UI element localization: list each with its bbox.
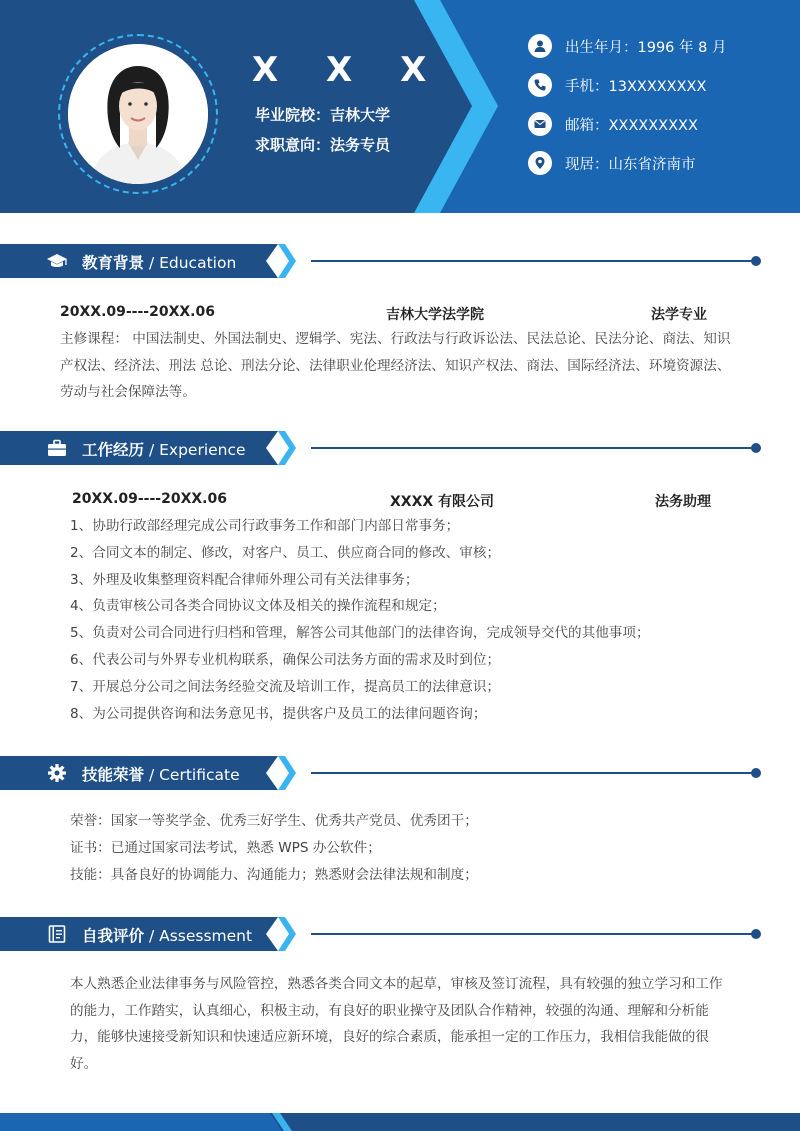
contact-phone-text: 手机：13XXXXXXXX xyxy=(565,78,707,95)
section-divider-line xyxy=(311,933,753,935)
section-divider-line xyxy=(311,260,753,262)
experience-company: XXXX 有限公司 xyxy=(390,494,495,510)
location-pin-icon xyxy=(528,151,552,175)
graduated-school: 毕业院校：吉林大学 xyxy=(255,106,391,124)
section-header-skills xyxy=(0,756,800,790)
education-summary-row xyxy=(0,304,800,324)
list-item: 7、开展总分公司之间法务经验交流及培训工作，提高员工的法律意识； xyxy=(70,678,501,695)
gear-icon xyxy=(46,763,68,783)
list-item: 6、代表公司与外界专业机构联系，确保公司法务方面的需求及时到位； xyxy=(70,651,501,668)
contact-location xyxy=(528,150,696,176)
skills-certificate: 证书：已通过国家司法考试，熟悉 WPS 办公软件； xyxy=(70,839,381,856)
list-item: 3、外理及收集整理资料配合律师外理公司有关法律事务； xyxy=(70,571,419,588)
experience-position: 法务助理 xyxy=(655,494,711,510)
education-school: 吉林大学法学院 xyxy=(386,307,484,323)
contact-email xyxy=(528,111,698,137)
section-header-education xyxy=(0,244,800,278)
contact-birth-text: 出生年月：1996 年 8 月 xyxy=(565,39,727,56)
section-divider-dot xyxy=(751,768,761,778)
section-subtitle-skills: / Certificate xyxy=(148,766,240,784)
section-subtitle-assessment: / Assessment xyxy=(148,927,253,945)
skills-list xyxy=(70,808,478,888)
notebook-icon xyxy=(46,924,68,944)
contact-phone xyxy=(528,72,706,98)
section-title-assessment: 自我评价 xyxy=(82,927,145,945)
list-item: 5、负责对公司合同进行归档和管理，解答公司其他部门的法律咨询，完成领导交代的其他事项； xyxy=(70,625,650,642)
job-intention: 求职意向：法务专员 xyxy=(255,136,391,154)
list-item: 2、合同文本的制定、修改，对客户、员工、供应商合同的修改、审核； xyxy=(70,544,501,561)
section-title-education: 教育背景 xyxy=(82,254,145,272)
experience-duty-list xyxy=(70,513,650,727)
candidate-name: X X X xyxy=(252,50,445,90)
section-divider-line xyxy=(311,447,753,449)
education-courses: 主修课程： 中国法制史、外国法制史、逻辑学、宪法、行政法与行政诉讼法、民法总论、民法分论、商法、知识产权法、经济法、刑法 总论、刑法分论、法律职业伦理经济法、知识产权法、商法、国际经济法、环境资源法、劳动与社会保障法等。 xyxy=(60,331,731,400)
phone-icon xyxy=(528,73,552,97)
education-major: 法学专业 xyxy=(651,307,707,323)
experience-period: 20XX.09----20XX.06 xyxy=(72,491,227,507)
list-item: 4、负责审核公司各类合同协议文体及相关的操作流程和规定； xyxy=(70,598,446,615)
contact-email-text: 邮箱：XXXXXXXXX xyxy=(565,117,698,134)
section-subtitle-experience: / Experience xyxy=(148,441,246,459)
section-divider-dot xyxy=(751,443,761,453)
education-period: 20XX.09----20XX.06 xyxy=(60,304,215,320)
resume-header xyxy=(0,0,800,213)
section-subtitle-education: / Education xyxy=(148,254,237,272)
section-divider-line xyxy=(311,772,753,774)
section-header-assessment xyxy=(0,917,800,951)
section-title-experience: 工作经历 xyxy=(82,441,145,459)
list-item: 8、为公司提供咨询和法务意见书，提供客户及员工的法律问题咨询； xyxy=(70,705,487,722)
footer-bar xyxy=(0,1113,800,1131)
person-icon xyxy=(528,34,552,58)
skills-ability: 技能：具备良好的协调能力、沟通能力；熟悉财会法律法规和制度； xyxy=(70,866,478,883)
contact-birth xyxy=(528,33,726,59)
graduation-cap-icon xyxy=(46,251,68,271)
briefcase-icon xyxy=(46,438,68,458)
section-divider-dot xyxy=(751,929,761,939)
skills-honor: 荣誉：国家一等奖学金、优秀三好学生、优秀共产党员、优秀团干； xyxy=(70,813,478,829)
section-title-skills: 技能荣誉 xyxy=(82,766,145,784)
mail-icon xyxy=(528,112,552,136)
self-assessment-text: 本人熟悉企业法律事务与风险管控，熟悉各类合同文本的起草，审核及签订流程，具有较强的独立学习和工作的能力，工作踏实，认真细心，积极主动，有良好的职业操守及团队合作精神，较强的沟通、理解和分析能力，能够快速接受新知识和快速适应新环境，良好的综合素质，能承担一定的工作压力，我相信我能做的很好。 xyxy=(70,976,723,1072)
section-divider-dot xyxy=(751,256,761,266)
contact-location-text: 现居：山东省济南市 xyxy=(565,156,696,173)
experience-summary-row xyxy=(0,491,800,511)
section-header-experience xyxy=(0,431,800,465)
list-item: 1、协助行政部经理完成公司行政事务工作和部门内部日常事务； xyxy=(70,518,460,534)
profile-photo xyxy=(68,44,208,184)
